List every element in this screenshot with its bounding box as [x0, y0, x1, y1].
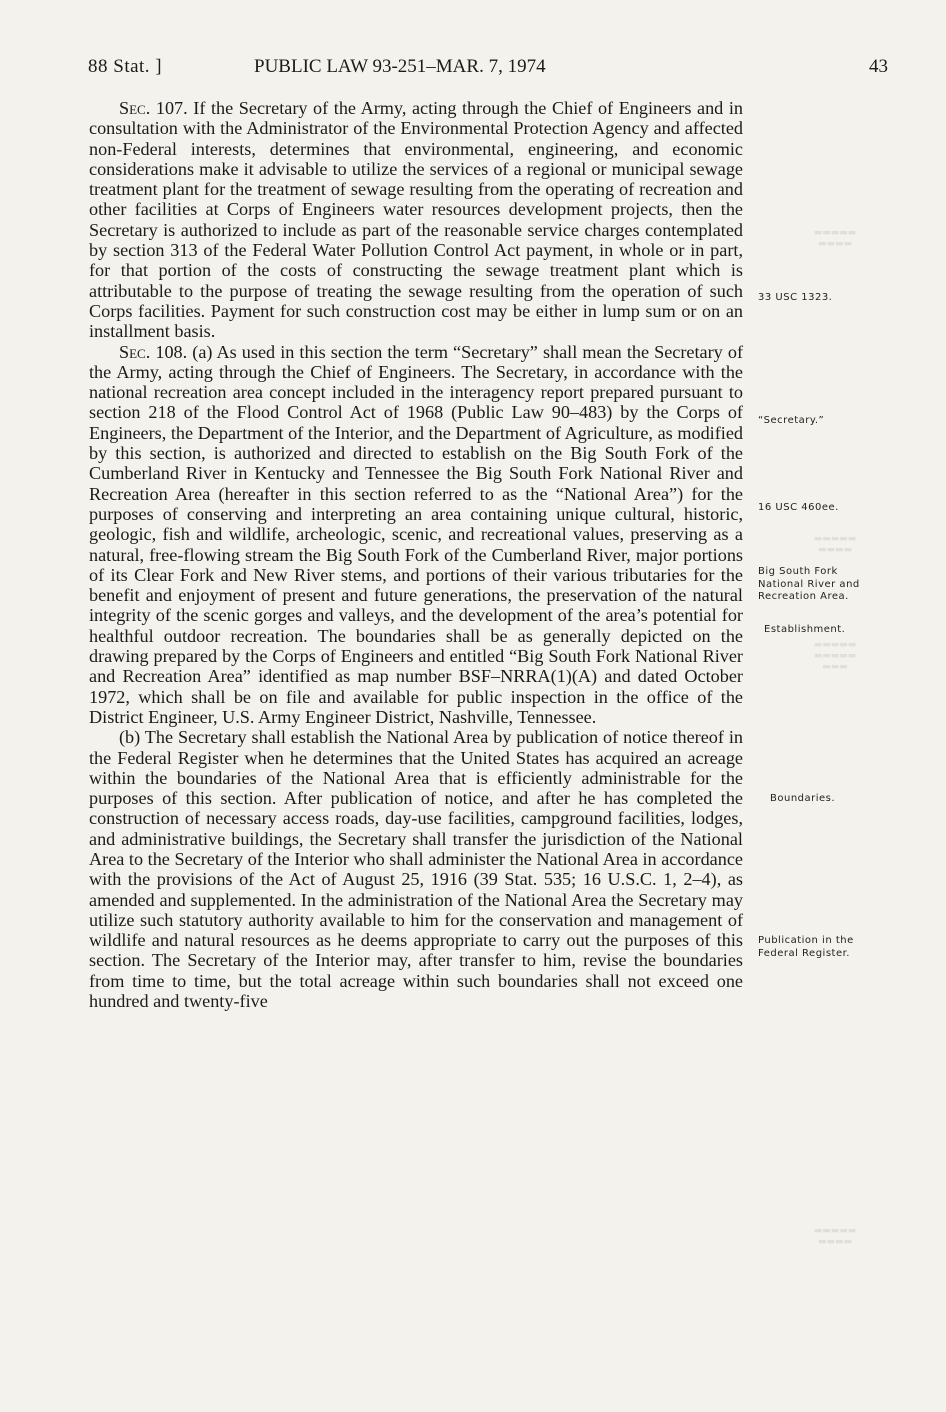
body-text: [89, 98, 743, 1011]
show-through-mark: ▬▬▬▬▬ ▬▬▬▬: [813, 1226, 857, 1247]
law-title: PUBLIC LAW 93-251–MAR. 7, 1974: [254, 56, 546, 77]
section-107-text: If the Secretary of the Army, acting through the Chief of Engineers and in consultation with the Administrator of the Environmental Protection Agency and affected non-Federal interests, determines that environmental, engineering, and economic considerations make it advisable to utilize the services of a regional or municipal sewage treatment plant for the treatment of sewage resulting from the operating of recreation and other facilities at Corps of Engineers water resources development projects, then the Secretary is authorized to include as part of the reasonable service charges contemplated by section 313 of the Federal Water Pollution Control Act payment, in whole or in part, for that portion of the costs of constructing the sewage treatment plant which is attributable to the purpose of treating the sewage resulting from the operation of such Corps facilities. Payment for such construction cost may be either in lump sum or on an installment basis.: [89, 98, 744, 342]
section-108a-text: (a) As used in this section the term “Secretary” shall mean the Secretary of the Army, acting through the Chief of Engineers. The Secretary, in accordance with the national recreation area concept included in the interagency report prepared pursuant to section 218 of the Flood Control Act of 1968 (Public Law 90–483) by the Corps of Engineers, the Department of the Interior, and the Department of Agriculture, as modified by this section, is authorized and directed to establish on the Big South Fork of the Cumberland River in Kentucky and Tennessee the Big South Fork National River and Recreation Area (hereafter in this section referred to as the “National Area”) for the purposes of conserving and interpreting an area containing unique cultural, historic, geologic, fish and wildlife, archeologic, scenic, and recreational values, preserving as a natural, free-flowing stream the Big South Fork of the Cumberland River, major portions of its Clear Fork and New River stems, and portions of their various tributaries for the benefit and enjoyment of present and future generations, the preservation of the natural integrity of the scenic gorges and valleys, and the development of the area’s potential for healthful outdoor recreation. The boundaries shall be as generally depicted on the drawing prepared by the Corps of Engineers and entitled “Big South Fork National River and Recreation Area” identified as map number BSF–NRRA(1)(A) and dated October 1972, which shall be on file and available for public inspection in the office of the District Engineer, U.S. Army Engineer District, Nashville, Tennessee.: [89, 341, 744, 727]
margin-note-establishment: Establishment.: [764, 624, 846, 635]
section-108b-paragraph: [89, 727, 743, 1011]
page-header: [88, 56, 888, 86]
margin-note-big-south-fork: Big South Fork National River and Recreation Area.: [758, 566, 860, 602]
section-107-paragraph: [89, 98, 743, 342]
statute-volume: 88 Stat. ]: [88, 56, 163, 77]
margin-note-boundaries: Boundaries.: [770, 793, 836, 804]
show-through-mark: ▬▬▬▬▬ ▬▬▬▬: [813, 534, 857, 555]
show-through-mark: ▬▬▬▬▬ ▬▬▬▬: [813, 228, 857, 249]
margin-note-16-usc-460ee: 16 USC 460ee.: [758, 502, 839, 513]
section-107-heading: Sec. 107.: [119, 98, 188, 118]
section-108a-paragraph: [89, 342, 743, 728]
show-through-mark: ▬▬▬▬▬ ▬▬▬▬▬ ▬▬▬: [813, 640, 857, 672]
page-number: 43: [869, 56, 888, 77]
margin-note-publication: Publication in the Federal Register.: [758, 935, 854, 959]
section-108-heading: Sec. 108.: [119, 341, 188, 362]
section-108b-text: (b) The Secretary shall establish the National Area by publication of notice thereof in the Federal Register when he determines that the United States has acquired an acreage within the boundaries of the National Area that is efficiently administrable for the purposes of this section. After publication of notice, and after he has completed the construction of necessary access roads, day-use facilities, campground facilities, lodges, and administrative buildings, the Secretary shall transfer the jurisdiction of the National Area to the Secretary of the Interior who shall administer the National Area in accordance with the provisions of the Act of August 25, 1916 (39 Stat. 535; 16 U.S.C. 1, 2–4), as amended and supplemented. In the administration of the National Area the Secretary may utilize such statutory authority available to him for the conservation and management of wildlife and natural resources as he deems appropriate to carry out the purposes of this section. The Secretary of the Interior may, after transfer to him, revise the boundaries from time to time, but the total acreage within such boundaries shall not exceed one hundred and twenty-five: [89, 727, 743, 1012]
margin-note-33-usc-1323: 33 USC 1323.: [758, 292, 833, 303]
margin-note-secretary: “Secretary.”: [758, 415, 825, 426]
